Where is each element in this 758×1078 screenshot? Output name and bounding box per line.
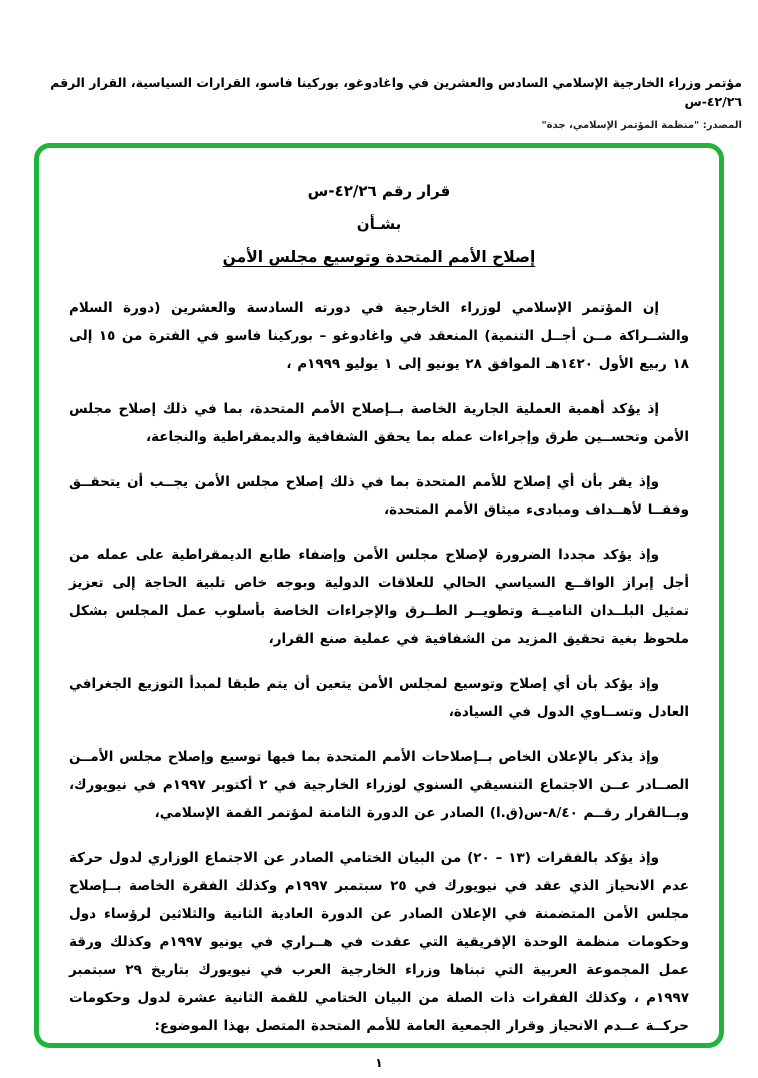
paragraph-text: بأن أي إصلاح للأمم المتحدة بما في ذلك إصلاح مجلس الأمن يجــب أن يتحقــق وفقــا لأهــداف ومبادىء ميثاق الأمم المتحدة، [69,474,689,518]
paragraph-reaffirming [69,541,689,653]
paragraph-emphasizing [69,670,689,726]
page-number: ١ [375,1055,383,1070]
paragraph-preamble [69,294,689,378]
paragraph-recognizing [69,468,689,524]
paragraph-lead: وإذ يؤكد [603,676,659,692]
paragraph-text: أهمية العملية الجارية الخاصة بــإصلاح الأمم المتحدة، بما في ذلك إصلاح مجلس الأمن وتحســين طرق وإجراءات عمله بما يحقق الشفافية والديمقراطية والنجاعة، [69,401,689,445]
title-block [69,182,689,266]
paragraph-lead: وإذ يذكر [604,749,659,765]
header-source: المصدر: "منظمة المؤتمر الإسلامي، جدة" [541,119,742,131]
paragraph-lead: وإذ يؤكد [603,850,659,866]
resolution-number-title: قرار رقم ٤٢/٢٦-س [307,182,451,200]
paragraph-lead: وإذ يؤكد [602,547,659,563]
resolution-body [69,294,689,1040]
paragraph-text: مجددا الضرورة لإصلاح مجلس الأمن وإضفاء طابع الديمقراطية على عمله من أجل إبراز الواقــع السياسي الحالي للعلاقات الدولية وبوجه خاص تلبية الحاجة إلى تعزيز تمثيل البلــدان الناميــة وتطويــر الطــرق والإجراءات الخاصة بأسلوب عمل المجلس بشكل ملحوظ بغية تحقيق المزيد من الشفافية في عملية صنع القرار، [69,547,689,647]
paragraph-lead: وإذ يقر [609,474,659,490]
regarding-label: بشـأن [356,215,402,233]
paragraph-text: إن المؤتمر الإسلامي لوزراء الخارجية في دورته السادسة والعشرين (دورة السلام والشــراكة مــن أجــل التنمية) المنعقد في واغادوغو – بوركينا فاسو في الفترة من ١٥ إلى ١٨ ربيع الأول ١٤٢٠هـ الموافق ٢٨ يونيو إلى ١ يوليو ١٩٩٩م ، [69,300,689,372]
header-citation: مؤتمر وزراء الخارجية الإسلامي السادس والعشرين في واغادوغو، بوركينا فاسو، القرارات السياسية، القرار الرقم ٤٢/٢٦-س [50,75,742,109]
paragraph-text: بالإعلان الخاص بــإصلاحات الأمم المتحدة بما فيها توسيع وإصلاح مجلس الأمــن الصــادر عــن الاجتماع التنسيقي السنوي لوزراء الخارجية في ٢ أكتوبر ١٩٩٧م في نيويورك، وبــالقرار رقــم ٨/٤٠-س(ق.ا) الصادر عن الدورة الثامنة لمؤتمر القمة الإسلامي، [69,749,689,821]
paragraph-affirming [69,395,689,451]
paragraph-text: بالفقرات (١٣ – ٢٠) من البيان الختامي الصادر عن الاجتماع الوزاري لدول حركة عدم الانحياز الذي عقد في نيويورك في ٢٥ سبتمبر ١٩٩٧م وكذلك الفقرة الخاصة بــإصلاح مجلس الأمن المتضمنة في الإعلان الصادر عن الدورة العادية الثانية والثلاثين لرؤساء دول وحكومات منظمة الوحدة الإفريقية التي عقدت في هــراري في يونيو ١٩٩٧م وكذلك ورقة عمل المجموعة العربية التي تبناها وزراء الخارجية العرب في نيويورك بتاريخ ٢٩ سبتمبر ١٩٩٧م ، وكذلك الفقرات ذات الصلة من البيان الختامي للقمة الثانية عشرة لدول وحكومات حركــة عــدم الانحياز وقرار الجمعية العامة للأمم المتحدة المتصل بهذا الموضوع: [69,850,689,1034]
paragraph-text: بأن أي إصلاح وتوسيع لمجلس الأمن يتعين أن يتم طبقا لمبدأ التوزيع الجغرافي العادل وتســاوي الدول في السيادة، [69,676,689,720]
document-header [12,74,742,131]
paragraph-citing [69,844,689,1040]
paragraph-recalling [69,743,689,827]
resolution-subject-title: إصلاح الأمم المتحدة وتوسيع مجلس الأمن [222,248,536,266]
paragraph-lead: إذ يؤكد [611,401,660,417]
document-border-box [34,143,724,1048]
